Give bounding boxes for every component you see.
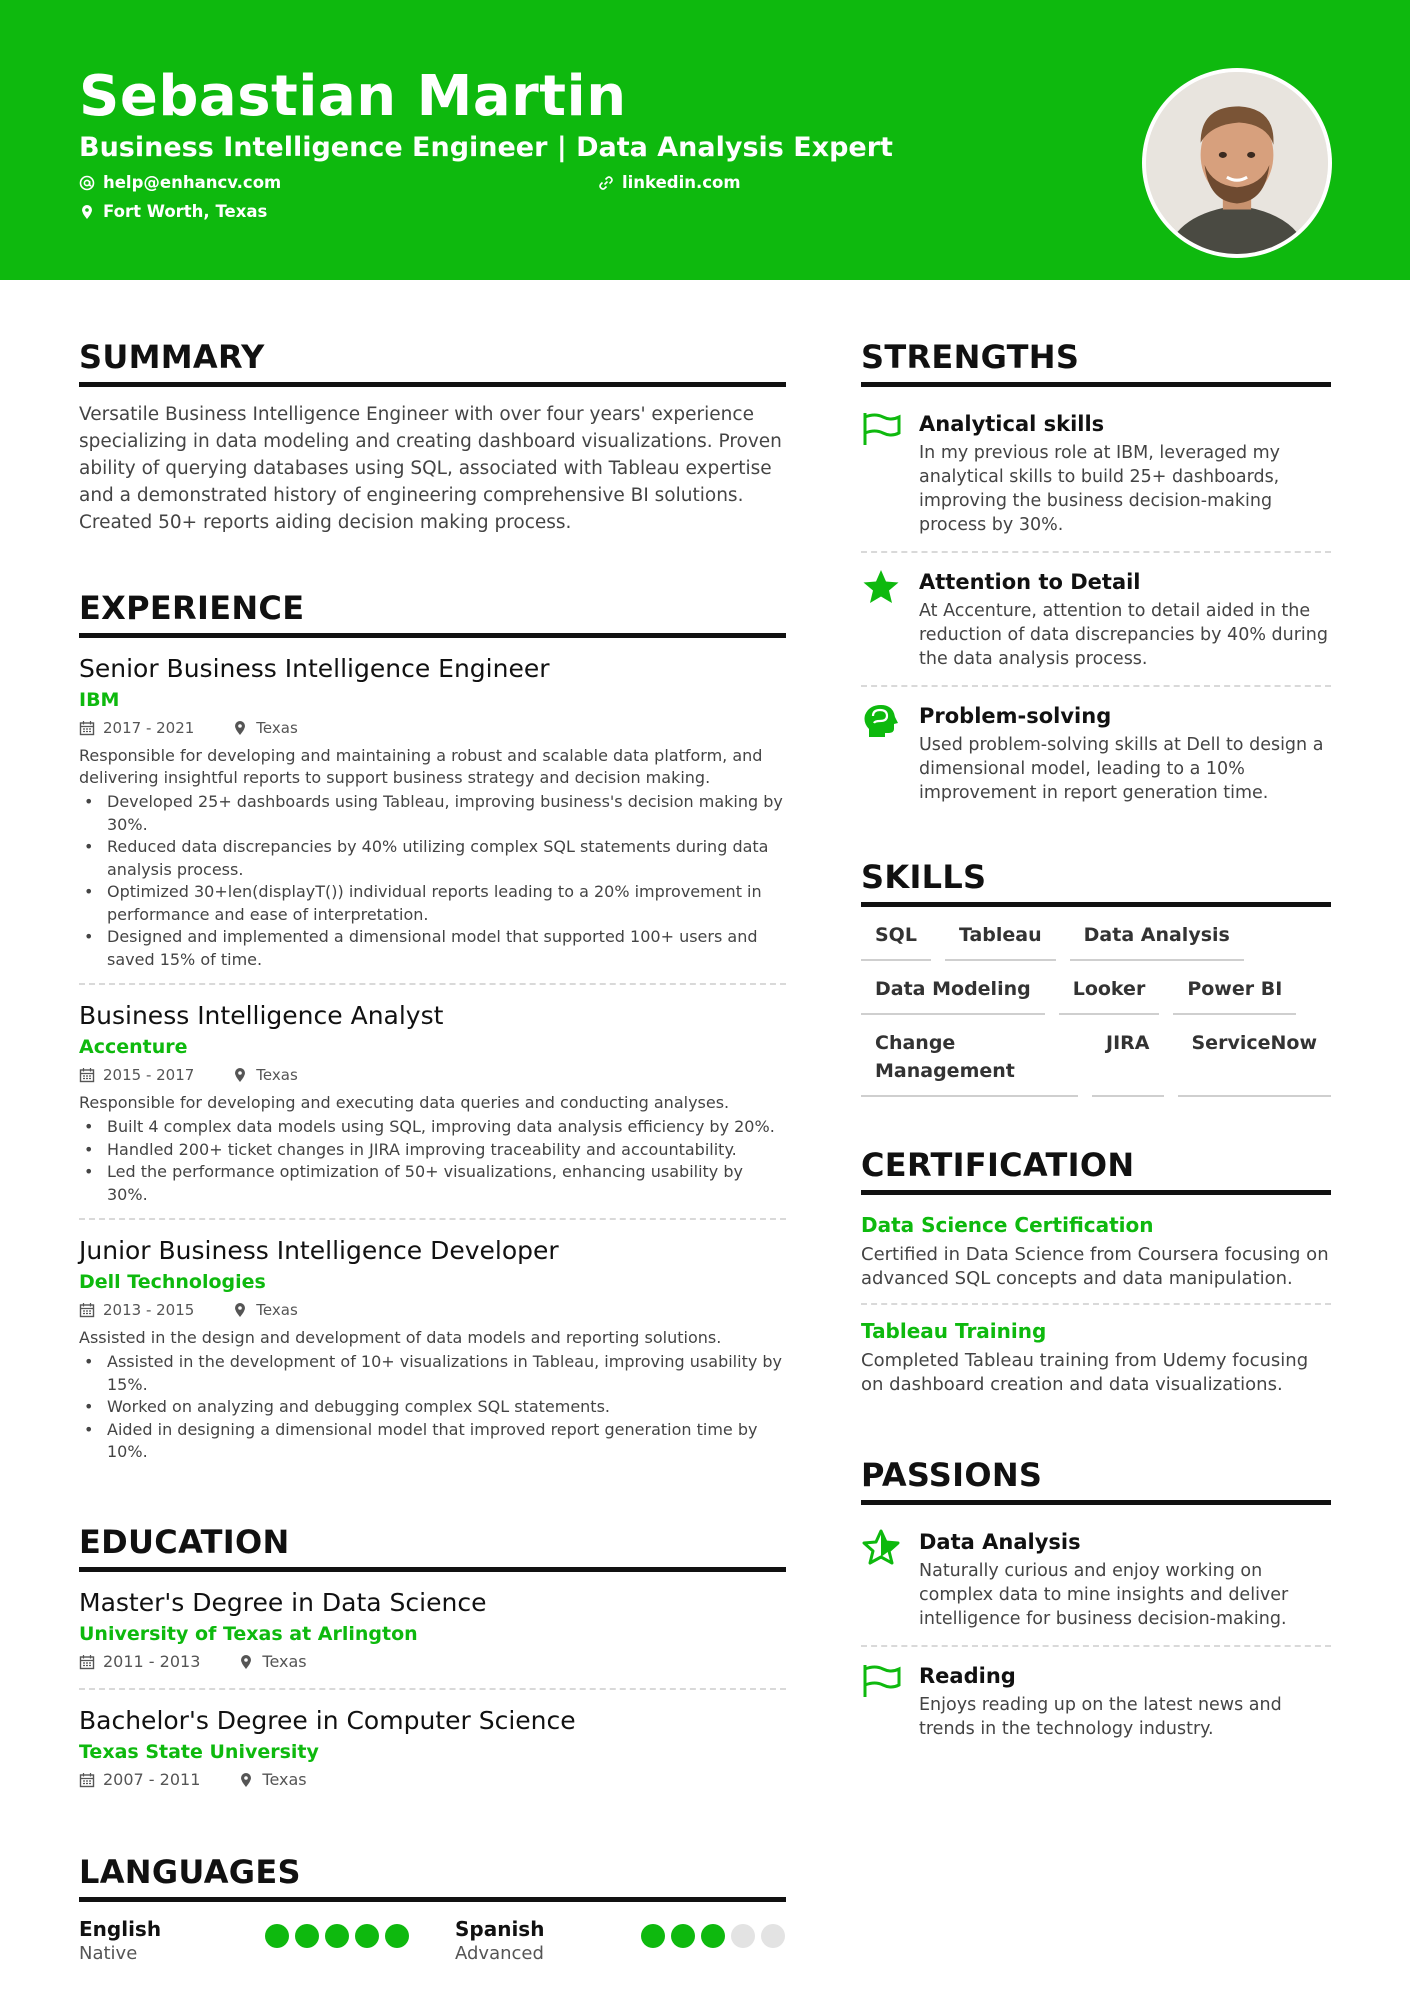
certification-title: CERTIFICATION (861, 1143, 1331, 1195)
bullet-item: • Built 4 complex data models using SQL, improving data analysis efficiency by 20%. (79, 1116, 786, 1139)
link-icon (598, 175, 614, 191)
skill-tag: Change Management (861, 1029, 1078, 1097)
rating-dot-filled (325, 1924, 349, 1948)
strength-item (861, 551, 1331, 685)
at-icon (79, 175, 95, 191)
job-company: Accenture (79, 1036, 188, 1058)
job-title: Senior Business Intelligence Engineer (79, 654, 550, 683)
experience-section (79, 586, 786, 1476)
job-company: IBM (79, 689, 120, 711)
strengths-section (861, 335, 1331, 819)
skill-tag: JIRA (1092, 1029, 1163, 1097)
calendar-icon (79, 1654, 95, 1670)
flag-icon (861, 1663, 901, 1699)
strength-description: At Accenture, attention to detail aided in the reduction of data discrepancies by 40% during the data analysis process. (919, 601, 1328, 669)
education-entry (79, 1688, 786, 1806)
passions-section (861, 1453, 1331, 1755)
rating-dot-filled (355, 1924, 379, 1948)
rating-dot-filled (265, 1924, 289, 1948)
certification-section (861, 1143, 1331, 1409)
calendar-icon (79, 1067, 95, 1083)
location-text: Fort Worth, Texas (103, 202, 268, 221)
language-entry (455, 1916, 785, 1966)
calendar-icon (79, 720, 95, 736)
passion-item (861, 1645, 1331, 1755)
language-name: English (79, 1916, 162, 1941)
bullet-item: • Worked on analyzing and debugging complex SQL statements. (79, 1396, 786, 1419)
passion-title: Data Analysis (919, 1530, 1081, 1554)
school: Texas State University (79, 1740, 319, 1763)
star-outline-icon (861, 1529, 901, 1565)
language-level: Native (79, 1942, 138, 1964)
bullet-item: • Reduced data discrepancies by 40% utilizing complex SQL statements during data analysis process. (79, 836, 786, 881)
job-dates: 2013 - 2015 (103, 1301, 195, 1319)
rating-dot-filled (295, 1924, 319, 1948)
location-pin-icon (238, 1654, 254, 1670)
education-entry (79, 1586, 786, 1688)
passion-description: Enjoys reading up on the latest news and trends in the technology industry. (919, 1695, 1282, 1739)
bullet-item: • Optimized 30+len(displayT()) individual reports leading to a 20% improvement in performance and ease of interpretation. (79, 881, 786, 926)
job-title: Junior Business Intelligence Developer (79, 1236, 559, 1265)
skill-tag: Power BI (1173, 975, 1296, 1015)
location-pin-icon (232, 1067, 248, 1083)
job-entry (79, 983, 786, 1218)
education-dates: 2007 - 2011 (103, 1769, 201, 1789)
education-meta (79, 1768, 786, 1792)
language-name: Spanish (455, 1916, 545, 1941)
left-column (79, 335, 786, 1966)
job-company: Dell Technologies (79, 1271, 266, 1293)
job-location: Texas (256, 1066, 298, 1084)
certification-name: Data Science Certification (861, 1213, 1154, 1237)
rating-dot-filled (671, 1924, 695, 1948)
skill-tag: Data Modeling (861, 975, 1045, 1015)
skills-section (861, 855, 1331, 1097)
job-meta (79, 716, 786, 740)
job-meta (79, 1298, 786, 1322)
head-brain-icon (861, 703, 901, 739)
summary-text: Versatile Business Intelligence Engineer with over four years' experience specializing in data modeling and creating dashboard visualizations. Proven ability of querying databases using SQL, associated with Tableau expertise and a demonstrated history of engineering comprehensive BI solutions. Created 50+ reports aiding decision making process. (79, 404, 782, 533)
language-level: Advanced (455, 1942, 544, 1964)
profile-photo (1142, 68, 1332, 258)
job-dates: 2017 - 2021 (103, 719, 195, 737)
job-entry (79, 652, 786, 983)
bullet-item: • Assisted in the development of 10+ visualizations in Tableau, improving usability by 15%. (79, 1351, 786, 1396)
skill-tag: ServiceNow (1178, 1029, 1332, 1097)
job-location: Texas (256, 719, 298, 737)
skill-tag: Data Analysis (1070, 921, 1244, 961)
bullet-item: • Led the performance optimization of 50+ visualizations, enhancing usability by 30%. (79, 1161, 786, 1206)
education-section (79, 1520, 786, 1806)
languages-section (79, 1850, 786, 1966)
degree: Bachelor's Degree in Computer Science (79, 1705, 576, 1735)
header (0, 0, 1410, 280)
job-bullets (79, 1116, 786, 1206)
strength-title: Problem-solving (919, 704, 1112, 728)
linkedin-text: linkedin.com (622, 173, 741, 192)
passion-description: Naturally curious and enjoy working on complex data to mine insights and deliver intelligence for business decision-making. (919, 1561, 1289, 1629)
email-text: help@enhancv.com (103, 173, 282, 192)
location-pin-icon (79, 204, 95, 220)
language-rating (641, 1924, 785, 1948)
portrait-image (1146, 72, 1328, 254)
certification-name: Tableau Training (861, 1319, 1047, 1343)
education-dates: 2011 - 2013 (103, 1651, 201, 1671)
job-entry (79, 1218, 786, 1476)
certification-item (861, 1303, 1331, 1409)
skill-tag: SQL (861, 921, 931, 961)
contact-location (79, 200, 267, 224)
skill-tag: Looker (1059, 975, 1160, 1015)
calendar-icon (79, 1772, 95, 1788)
education-location: Texas (262, 1651, 307, 1671)
bullet-item: • Handled 200+ ticket changes in JIRA improving traceability and accountability. (79, 1139, 786, 1162)
degree: Master's Degree in Data Science (79, 1587, 487, 1617)
headline: Business Intelligence Engineer | Data Analysis Expert (79, 132, 893, 163)
summary-section (79, 335, 786, 536)
languages-title: LANGUAGES (79, 1850, 786, 1902)
rating-dot-empty (761, 1924, 785, 1948)
strength-title: Attention to Detail (919, 570, 1141, 594)
passion-title: Reading (919, 1664, 1016, 1688)
summary-title: SUMMARY (79, 335, 786, 387)
rating-dot-filled (385, 1924, 409, 1948)
strength-item (861, 685, 1331, 819)
bullet-item: • Aided in designing a dimensional model that improved report generation time by 10%. (79, 1419, 786, 1464)
location-pin-icon (232, 1302, 248, 1318)
passion-item (861, 1519, 1331, 1645)
language-entry (79, 1916, 409, 1966)
certification-description: Completed Tableau training from Udemy focusing on dashboard creation and data visualizations. (861, 1350, 1309, 1395)
job-bullets (79, 791, 786, 971)
strength-description: In my previous role at IBM, leveraged my analytical skills to build 25+ dashboards, improving the business decision-making process by 30%. (919, 443, 1281, 535)
job-description: Assisted in the design and development of data models and reporting solutions. (79, 1328, 722, 1347)
location-pin-icon (232, 720, 248, 736)
certification-description: Certified in Data Science from Coursera focusing on advanced SQL concepts and data manipulation. (861, 1244, 1329, 1289)
skill-tag: Tableau (945, 921, 1056, 961)
calendar-icon (79, 1302, 95, 1318)
skills-list (861, 921, 1331, 1097)
flag-icon (861, 411, 901, 447)
contact-linkedin[interactable] (598, 171, 741, 195)
contact-email[interactable] (79, 171, 281, 195)
job-description: Responsible for developing and maintaining a robust and scalable data platform, and delivering insightful reports to support business strategy and decision making. (79, 746, 763, 787)
candidate-name: Sebastian Martin (79, 64, 627, 129)
strengths-title: STRENGTHS (861, 335, 1331, 387)
job-location: Texas (256, 1301, 298, 1319)
certification-item (861, 1209, 1331, 1303)
school: University of Texas at Arlington (79, 1622, 418, 1645)
language-rating (265, 1924, 409, 1948)
skills-title: SKILLS (861, 855, 1331, 907)
star-icon (861, 569, 901, 605)
job-title: Business Intelligence Analyst (79, 1001, 444, 1030)
bullet-item: • Designed and implemented a dimensional model that supported 100+ users and saved 15% of time. (79, 926, 786, 971)
strength-title: Analytical skills (919, 412, 1105, 436)
job-description: Responsible for developing and executing data queries and conducting analyses. (79, 1093, 730, 1112)
strength-item (861, 401, 1331, 551)
right-column (861, 335, 1331, 1755)
rating-dot-filled (701, 1924, 725, 1948)
job-meta (79, 1063, 786, 1087)
experience-title: EXPERIENCE (79, 586, 786, 638)
bullet-item: • Developed 25+ dashboards using Tableau, improving business's decision making by 30%. (79, 791, 786, 836)
job-bullets (79, 1351, 786, 1464)
education-location: Texas (262, 1769, 307, 1789)
location-pin-icon (238, 1772, 254, 1788)
rating-dot-filled (641, 1924, 665, 1948)
rating-dot-empty (731, 1924, 755, 1948)
passions-title: PASSIONS (861, 1453, 1331, 1505)
education-meta (79, 1650, 786, 1674)
strength-description: Used problem-solving skills at Dell to design a dimensional model, leading to a 10% improvement in report generation time. (919, 735, 1324, 803)
education-title: EDUCATION (79, 1520, 786, 1572)
job-dates: 2015 - 2017 (103, 1066, 195, 1084)
